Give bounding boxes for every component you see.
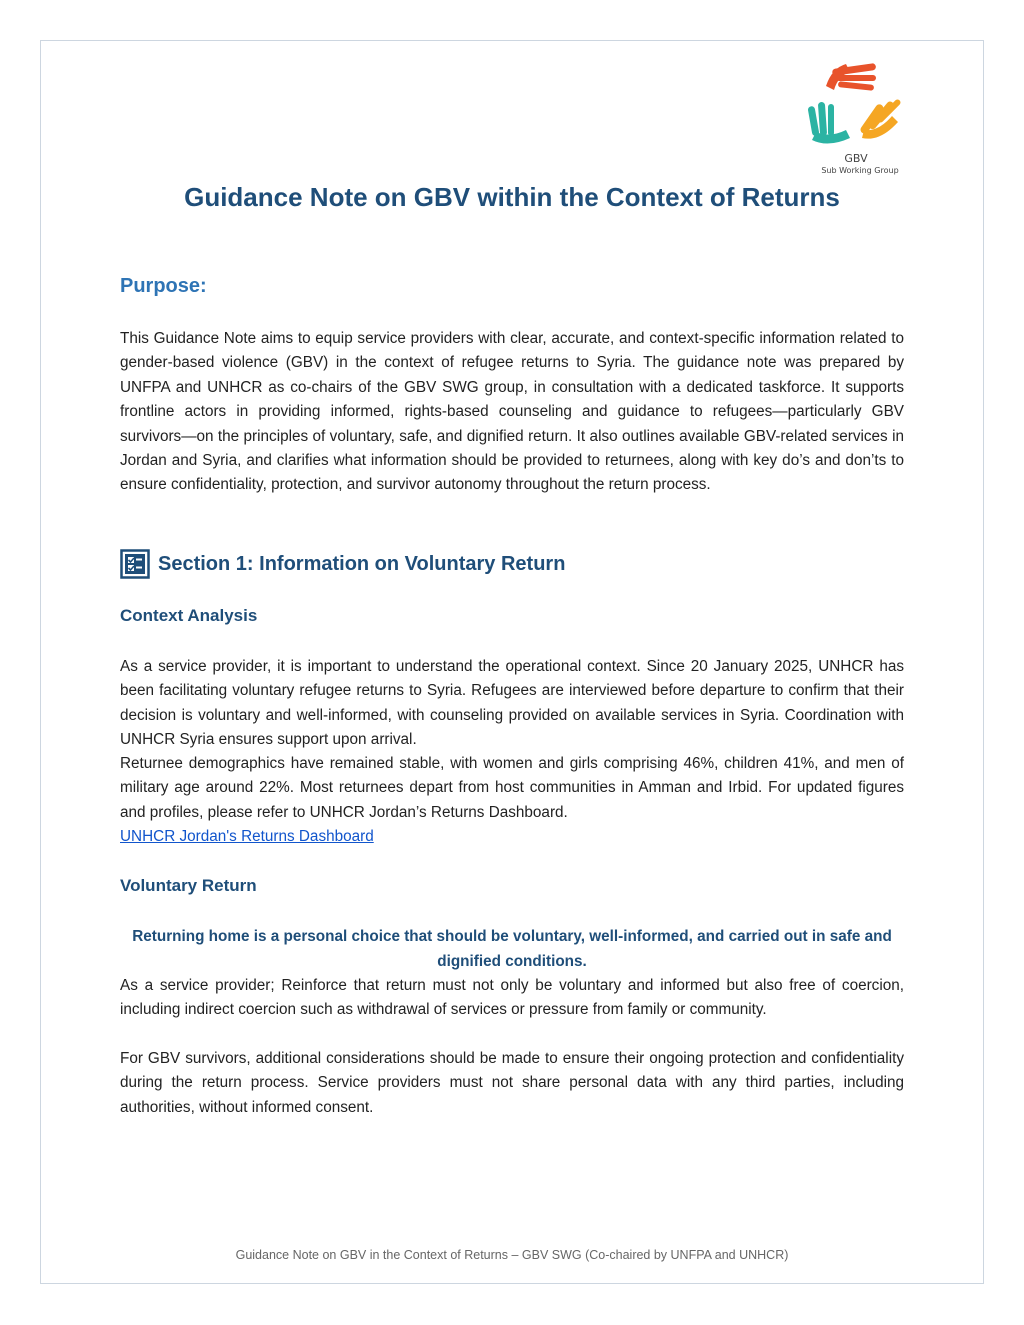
checklist-icon <box>120 549 150 579</box>
document-title: Guidance Note on GBV within the Context of Returns <box>184 182 840 212</box>
gbv-hands-logo-icon <box>806 58 906 150</box>
voluntary-return-highlight: Returning home is a personal choice that should be voluntary, well-informed, and carried out in safe and dignified conditions. <box>132 928 892 970</box>
purpose-heading: Purpose: <box>120 275 207 297</box>
purpose-paragraph: This Guidance Note aims to equip service providers with clear, accurate, and context-specific information related to gender-based violence (GBV) in the context of refugee returns to Syria. The guidance note was prepared by UNFPA and UNHCR as co-chairs of the GBV SWG group, in consultation with a dedicated taskforce. It supports frontline actors in providing informed, rights-based counseling and guidance to refugees—particularly GBV survivors—on the principles of voluntary, safe, and dignified return. It also outlines available GBV-related services in Jordan and Syria, and clarifies what information should be provided to returnees, along with key do’s and don’ts to ensure confidentiality, protection, and survivor autonomy throughout the return process. <box>120 330 904 494</box>
returns-dashboard-link[interactable]: UNHCR Jordan's Returns Dashboard <box>120 828 374 845</box>
logo-title: GBV <box>844 152 868 165</box>
logo-subtitle: Sub Working Group <box>821 166 899 175</box>
section-1-heading-row <box>120 548 565 580</box>
voluntary-paragraph-2: For GBV survivors, additional considerations should be made to ensure their ongoing protection and confidentiality during the return process. Service providers must not share personal data with any third parties, including authorities, without informed consent. <box>120 1050 904 1116</box>
gbv-logo <box>806 58 906 180</box>
section-1-heading: Section 1: Information on Voluntary Return <box>158 552 566 575</box>
context-analysis-heading: Context Analysis <box>120 606 258 625</box>
page-footer: Guidance Note on GBV in the Context of Returns – GBV SWG (Co-chaired by UNFPA and UNHCR) <box>235 1248 789 1262</box>
voluntary-paragraph-1: As a service provider; Reinforce that return must not only be voluntary and informed but also free of coercion, including indirect coercion such as withdrawal of services or pressure from family or community. <box>120 977 904 1019</box>
context-paragraph-1: As a service provider, it is important to understand the operational context. Since 20 January 2025, UNHCR has been facilitating voluntary refugee returns to Syria. Refugees are interviewed before departure to confirm that their decision is voluntary and well-informed, with counseling provided on available services in Syria. Coordination with UNHCR Syria ensures support upon arrival. <box>120 658 904 749</box>
voluntary-return-heading: Voluntary Return <box>120 876 257 895</box>
context-paragraph-2: Returnee demographics have remained stable, with women and girls comprising 46%, children 41%, and men of military age around 22%. Most returnees depart from host communities in Amman and Irbid. For updated figures and profiles, please refer to UNHCR Jordan’s Returns Dashboard. <box>120 755 904 821</box>
